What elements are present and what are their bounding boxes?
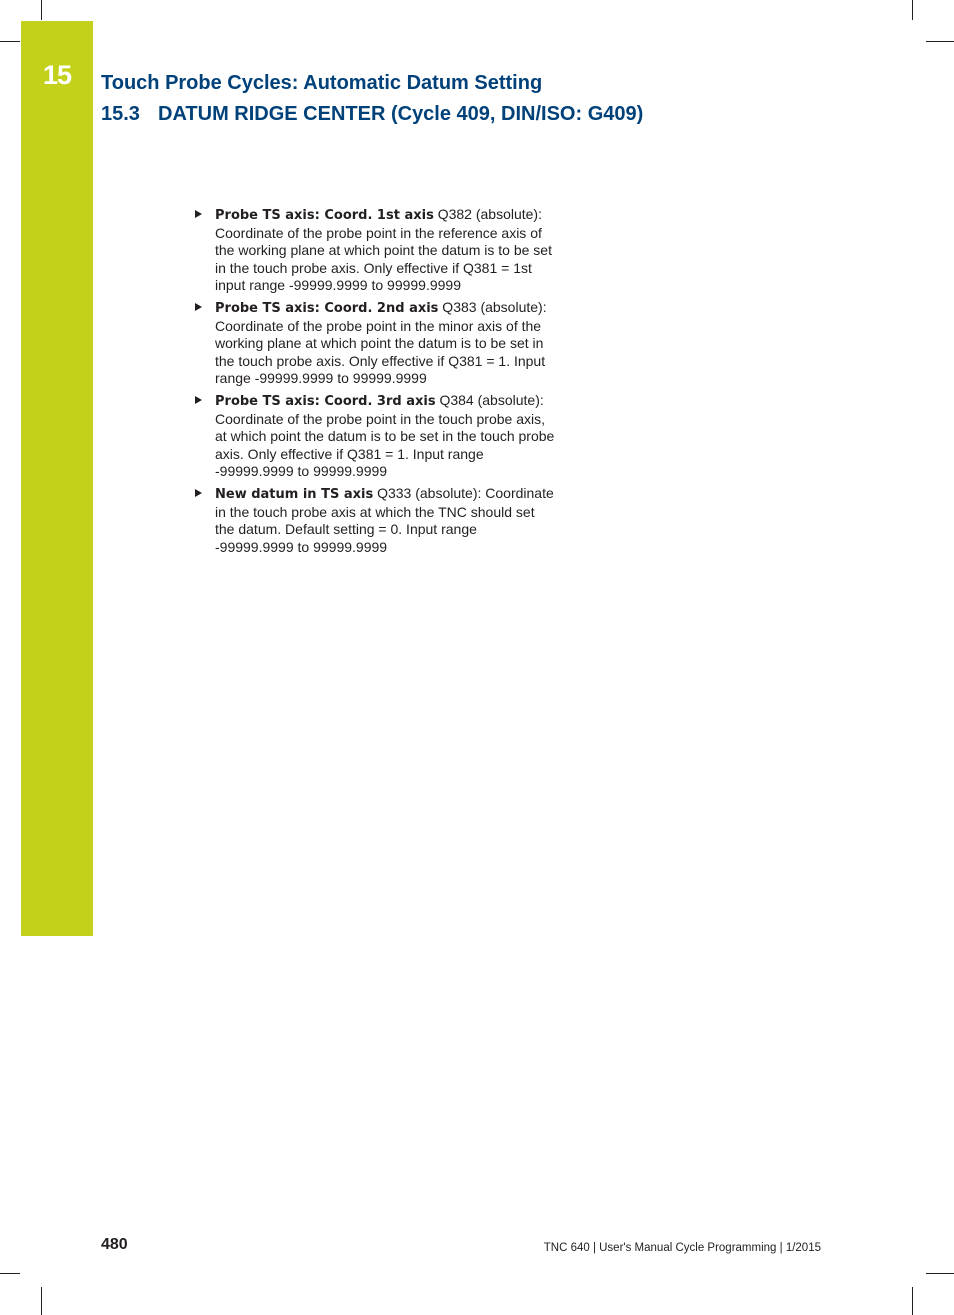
parameter-term: Probe TS axis: Coord. 1st axis: [215, 208, 434, 223]
chapter-title: Touch Probe Cycles: Automatic Datum Setting: [101, 72, 543, 94]
list-item: [195, 299, 555, 388]
crop-mark: [0, 41, 20, 42]
page-number: 480: [101, 1236, 128, 1253]
crop-mark: [926, 41, 954, 42]
chapter-number: 15: [42, 60, 72, 90]
triangle-bullet-icon: [195, 303, 202, 311]
triangle-bullet-icon: [195, 396, 202, 404]
list-item: [195, 485, 555, 556]
list-item: [195, 206, 555, 295]
parameter-description: Q333 (absolute): Coordinate in the touch probe axis at which the TNC should set the datum. Default setting = 0. Input range -99999.9999 to 99999.9999: [215, 484, 554, 555]
crop-mark: [912, 0, 913, 20]
parameter-term: Probe TS axis: Coord. 3rd axis: [215, 393, 436, 409]
crop-mark: [41, 1287, 42, 1315]
triangle-bullet-icon: [195, 489, 202, 497]
section-number: 15.3: [101, 103, 140, 125]
list-item: [195, 392, 555, 481]
section-title-text: DATUM RIDGE CENTER (Cycle 409, DIN/ISO: G409): [158, 103, 644, 125]
parameter-description: Q383 (absolute): Coordinate of the probe point in the minor axis of the working plane at which point the datum is to be set in the touch probe axis. Only effective if Q381 = 1. Input range -99999.9999 to 99999.9999: [215, 298, 547, 387]
triangle-bullet-icon: [195, 210, 202, 218]
crop-mark: [912, 1287, 913, 1315]
crop-mark: [0, 1273, 20, 1274]
parameter-term: New datum in TS axis: [215, 486, 374, 502]
crop-mark: [926, 1273, 954, 1274]
parameter-term: Probe TS axis: Coord. 2nd axis: [215, 300, 439, 316]
parameter-list: [195, 206, 555, 560]
chapter-sidebar: [21, 21, 93, 936]
parameter-description: Q382 (absolute): Coordinate of the probe point in the reference axis of the working plane at which point the datum is to be set in the touch probe axis. Only effective if Q381 = 1st input range -99999.9999 to 99999.9999: [215, 206, 552, 294]
parameter-description: Q384 (absolute): Coordinate of the probe point in the touch probe axis, at which point the datum is to be set in the touch probe axis. Only effective if Q381 = 1. Input range -99999.9999 to 99999.9999: [215, 391, 555, 480]
crop-mark: [41, 0, 42, 20]
section-title: [101, 103, 643, 126]
footer-text: TNC 640 | User's Manual Cycle Programming | 1/2015: [543, 1242, 821, 1254]
